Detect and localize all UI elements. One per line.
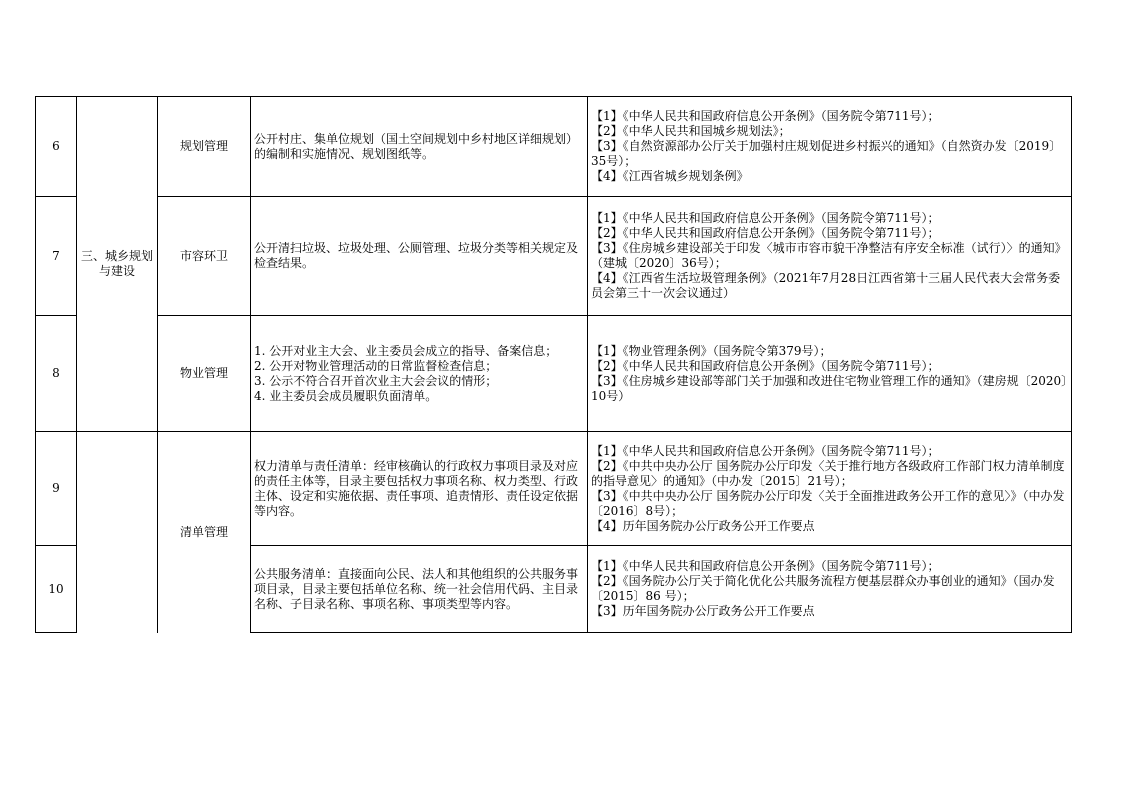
item-name: 规划管理 bbox=[158, 97, 251, 197]
basis-line: 【1】《中华人民共和国政府信息公开条例》（国务院令第711号）； bbox=[591, 559, 940, 573]
disclosure-content: 公开清扫垃圾、垃圾处理、公厕管理、垃圾分类等相关规定及检查结果。 bbox=[251, 197, 588, 316]
disclosure-content: 权力清单与责任清单：经审核确认的行政权力事项目录及对应的责任主体等，目录主要包括权力事项名称、权力类型、行政主体、设定和实施依据、责任事项、追责情形、责任设定依据等内容。 bbox=[251, 432, 588, 546]
basis-line: 【1】《中华人民共和国政府信息公开条例》（国务院令第711号）； bbox=[591, 109, 940, 123]
basis-line: 【2】《国务院办公厅关于简化优化公共服务流程方便基层群众办事创业的通知》（国办发〔2015〕86 号）； bbox=[591, 574, 1055, 603]
basis-line: 【2】《中共中央办公厅 国务院办公厅印发〈关于推行地方各级政府工作部门权力清单制度的指导意见〉的通知》（中办发〔2015〕21号）； bbox=[591, 458, 1065, 488]
basis-line: 【3】《中共中央办公厅 国务院办公厅印发〈关于全面推进政务公开工作的意见〉》（中办发〔2016〕8号）； bbox=[591, 488, 1065, 518]
legal-basis bbox=[588, 316, 1072, 432]
basis-line: 【4】历年国务院办公厅政务公开工作要点 bbox=[591, 518, 815, 533]
disclosure-content bbox=[251, 316, 588, 432]
row-number: 10 bbox=[36, 546, 77, 633]
basis-line: 【2】《中华人民共和国政府信息公开条例》（国务院令第711号）； bbox=[591, 358, 940, 373]
row-number: 8 bbox=[36, 316, 77, 432]
item-name: 市容环卫 bbox=[158, 197, 251, 316]
content-line: 4. 业主委员会成员履职负面清单。 bbox=[254, 388, 438, 403]
basis-line: 【3】《住房城乡建设部关于印发〈城市市容市貌干净整洁有序安全标准（试行）〉的通知》（建城〔2020〕36号）； bbox=[591, 241, 1067, 270]
legal-basis bbox=[588, 197, 1072, 316]
legal-basis bbox=[588, 546, 1072, 633]
basis-line: 【4】《江西省城乡规划条例》 bbox=[591, 169, 749, 183]
table-row bbox=[36, 197, 1072, 316]
content-line: 3. 公示不符合召开首次业主大会会议的情形； bbox=[254, 373, 498, 388]
table-row bbox=[36, 97, 1072, 197]
row-number: 9 bbox=[36, 432, 77, 546]
basis-line: 【2】《中华人民共和国政府信息公开条例》（国务院令第711号）； bbox=[591, 226, 940, 240]
category-cell-empty bbox=[77, 546, 158, 633]
basis-line: 【1】《中华人民共和国政府信息公开条例》（国务院令第711号）； bbox=[591, 443, 940, 458]
legal-basis bbox=[588, 432, 1072, 546]
content-line: 1. 公开对业主大会、业主委员会成立的指导、备案信息； bbox=[254, 343, 558, 358]
basis-line: 【3】《自然资源部办公厅关于加强村庄规划促进乡村振兴的通知》（自然资办发〔2019〕35号）； bbox=[591, 139, 1062, 168]
disclosure-content: 公共服务清单：直接面向公民、法人和其他组织的公共服务事项目录，目录主要包括单位名称、统一社会信用代码、主目录名称、子目录名称、事项名称、事项类型等内容。 bbox=[251, 546, 588, 633]
disclosure-table bbox=[35, 96, 1072, 633]
disclosure-content: 公开村庄、集单位规划（国土空间规划中乡村地区详细规划）的编制和实施情况、规划图纸等。 bbox=[251, 97, 588, 197]
basis-line: 【3】历年国务院办公厅政务公开工作要点 bbox=[591, 604, 815, 618]
basis-line: 【1】《物业管理条例》（国务院令第379号）； bbox=[591, 343, 832, 358]
legal-basis bbox=[588, 97, 1072, 197]
table-row bbox=[36, 432, 1072, 546]
item-name: 清单管理 bbox=[158, 432, 251, 633]
table-row bbox=[36, 316, 1072, 432]
basis-line: 【4】《江西省生活垃圾管理条例》（2021年7月28日江西省第十三届人民代表大会常务委员会第三十一次会议通过） bbox=[591, 271, 1061, 300]
row-number: 6 bbox=[36, 97, 77, 197]
basis-line: 【2】《中华人民共和国城乡规划法》； bbox=[591, 124, 791, 138]
basis-line: 【1】《中华人民共和国政府信息公开条例》（国务院令第711号）； bbox=[591, 211, 940, 225]
basis-line: 【3】《住房城乡建设部等部门关于加强和改进住宅物业管理工作的通知》（建房规〔2020〕10号） bbox=[591, 373, 1068, 403]
row-number: 7 bbox=[36, 197, 77, 316]
item-name: 物业管理 bbox=[158, 316, 251, 432]
category-cell-empty bbox=[77, 432, 158, 546]
category-cell: 三、城乡规划与建设 bbox=[77, 97, 158, 432]
content-line: 2. 公开对物业管理活动的日常监督检查信息； bbox=[254, 358, 498, 373]
